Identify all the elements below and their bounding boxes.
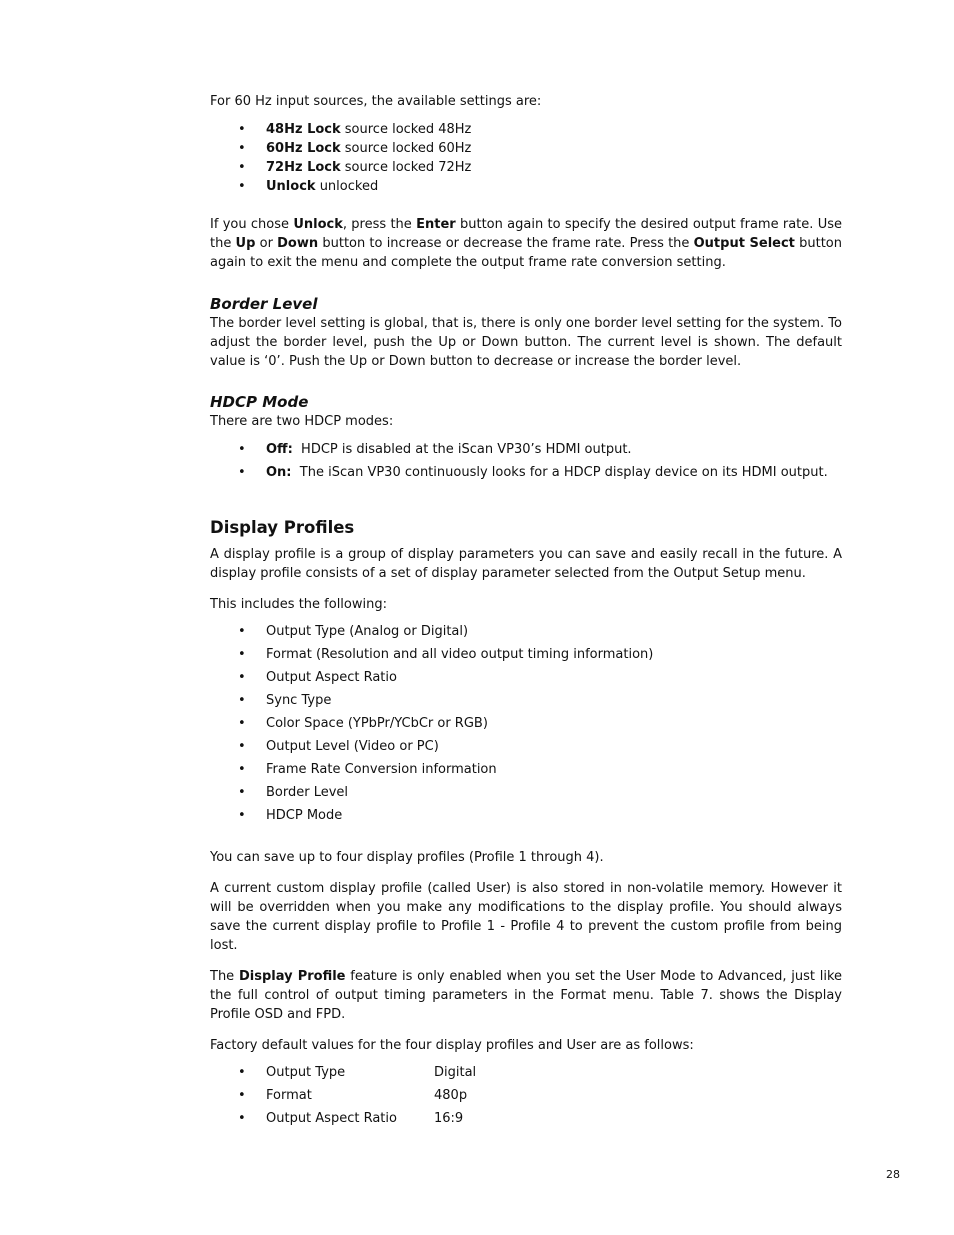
includes-text: This includes the following: (210, 597, 387, 612)
list-item (210, 461, 842, 484)
default-label: Output Aspect Ratio (266, 1111, 397, 1126)
hdcp-intro: There are two HDCP modes: (210, 414, 394, 429)
list-item (210, 120, 842, 139)
item-desc: The iScan VP30 continuously looks for a HDCP display device on its HDMI output. (291, 465, 828, 480)
document-page (210, 92, 842, 1130)
list-item: • Frame Rate Conversion information (210, 758, 842, 781)
intro-text: For 60 Hz input sources, the available settings are: (210, 94, 542, 109)
item-term: Off: (266, 442, 293, 457)
list-item: • Border Level (210, 781, 842, 804)
list-item: • HDCP Mode (210, 804, 842, 827)
item-desc: HDCP is disabled at the iScan VP30’s HDMI output. (292, 442, 632, 457)
list-item: • Output Type (Analog or Digital) (210, 620, 842, 643)
list-item (210, 1061, 842, 1084)
list-item (210, 438, 842, 461)
hdcp-mode-list (210, 438, 842, 484)
item-term: On: (266, 465, 292, 480)
display-profiles-heading: Display Profiles (210, 518, 355, 537)
border-level-text: The border level setting is global, that is, there is only one border level setting for the system. To adjust the border level, push the Up or Down button. The current level is shown. The default value is ‘0’. Push the Up or Down button to decrease or increase the border level. (210, 316, 842, 369)
profile-parameters-list (210, 620, 842, 827)
list-item: • Output Aspect Ratio (210, 666, 842, 689)
list-item (210, 177, 842, 196)
unlock-paragraph: If you chose Unlock, press the Enter button again to specify the desired output frame rate. Use the Up or Down button to increase or decrease the frame rate. Press the Output Select button again to exit the menu and complete the output frame rate conversion setting. (210, 217, 842, 270)
save-profiles-text: You can save up to four display profiles (Profile 1 through 4). (210, 850, 604, 865)
default-label: Format (266, 1088, 312, 1103)
item-desc: unlocked (315, 179, 379, 194)
list-item (210, 139, 842, 158)
list-item: • Output Level (Video or PC) (210, 735, 842, 758)
item-term: 60Hz Lock (266, 141, 341, 156)
list-item (210, 158, 842, 177)
display-profile-feature-text: The Display Profile feature is only enabled when you set the User Mode to Advanced, just like the full control of output timing parameters in the Format menu. Table 7. shows the Display Profile OSD and FPD. (210, 969, 843, 1022)
default-value: 16:9 (434, 1111, 464, 1126)
factory-defaults-list (210, 1061, 842, 1130)
list-item: • Format (Resolution and all video output timing information) (210, 643, 842, 666)
list-item: • Color Space (YPbPr/YCbCr or RGB) (210, 712, 842, 735)
item-term: Unlock (266, 179, 316, 194)
border-level-heading: Border Level (210, 295, 318, 313)
lock-settings-list (210, 120, 842, 196)
list-item (210, 1107, 842, 1130)
item-term: 72Hz Lock (266, 160, 341, 175)
item-term: 48Hz Lock (266, 122, 341, 137)
factory-defaults-text: Factory default values for the four display profiles and User are as follows: (210, 1038, 694, 1053)
hdcp-mode-heading: HDCP Mode (210, 393, 309, 411)
item-desc: source locked 60Hz (340, 141, 472, 156)
list-item: • Sync Type (210, 689, 842, 712)
list-item (210, 1084, 842, 1107)
default-value: Digital (434, 1065, 477, 1080)
item-desc: source locked 48Hz (340, 122, 472, 137)
profiles-description: A display profile is a group of display parameters you can save and easily recall in the future. A display profile consists of a set of display parameter selected from the Output Setup menu. (210, 547, 842, 581)
page-number: 28 (886, 1168, 900, 1181)
default-label: Output Type (266, 1065, 346, 1080)
default-value: 480p (434, 1088, 468, 1103)
custom-profile-text: A current custom display profile (called User) is also stored in non-volatile memory. However it will be overridden when you make any modifications to the display profile. You should always save the current display profile to Profile 1 - Profile 4 to prevent the custom profile from being lost. (210, 881, 842, 953)
item-desc: source locked 72Hz (340, 160, 472, 175)
